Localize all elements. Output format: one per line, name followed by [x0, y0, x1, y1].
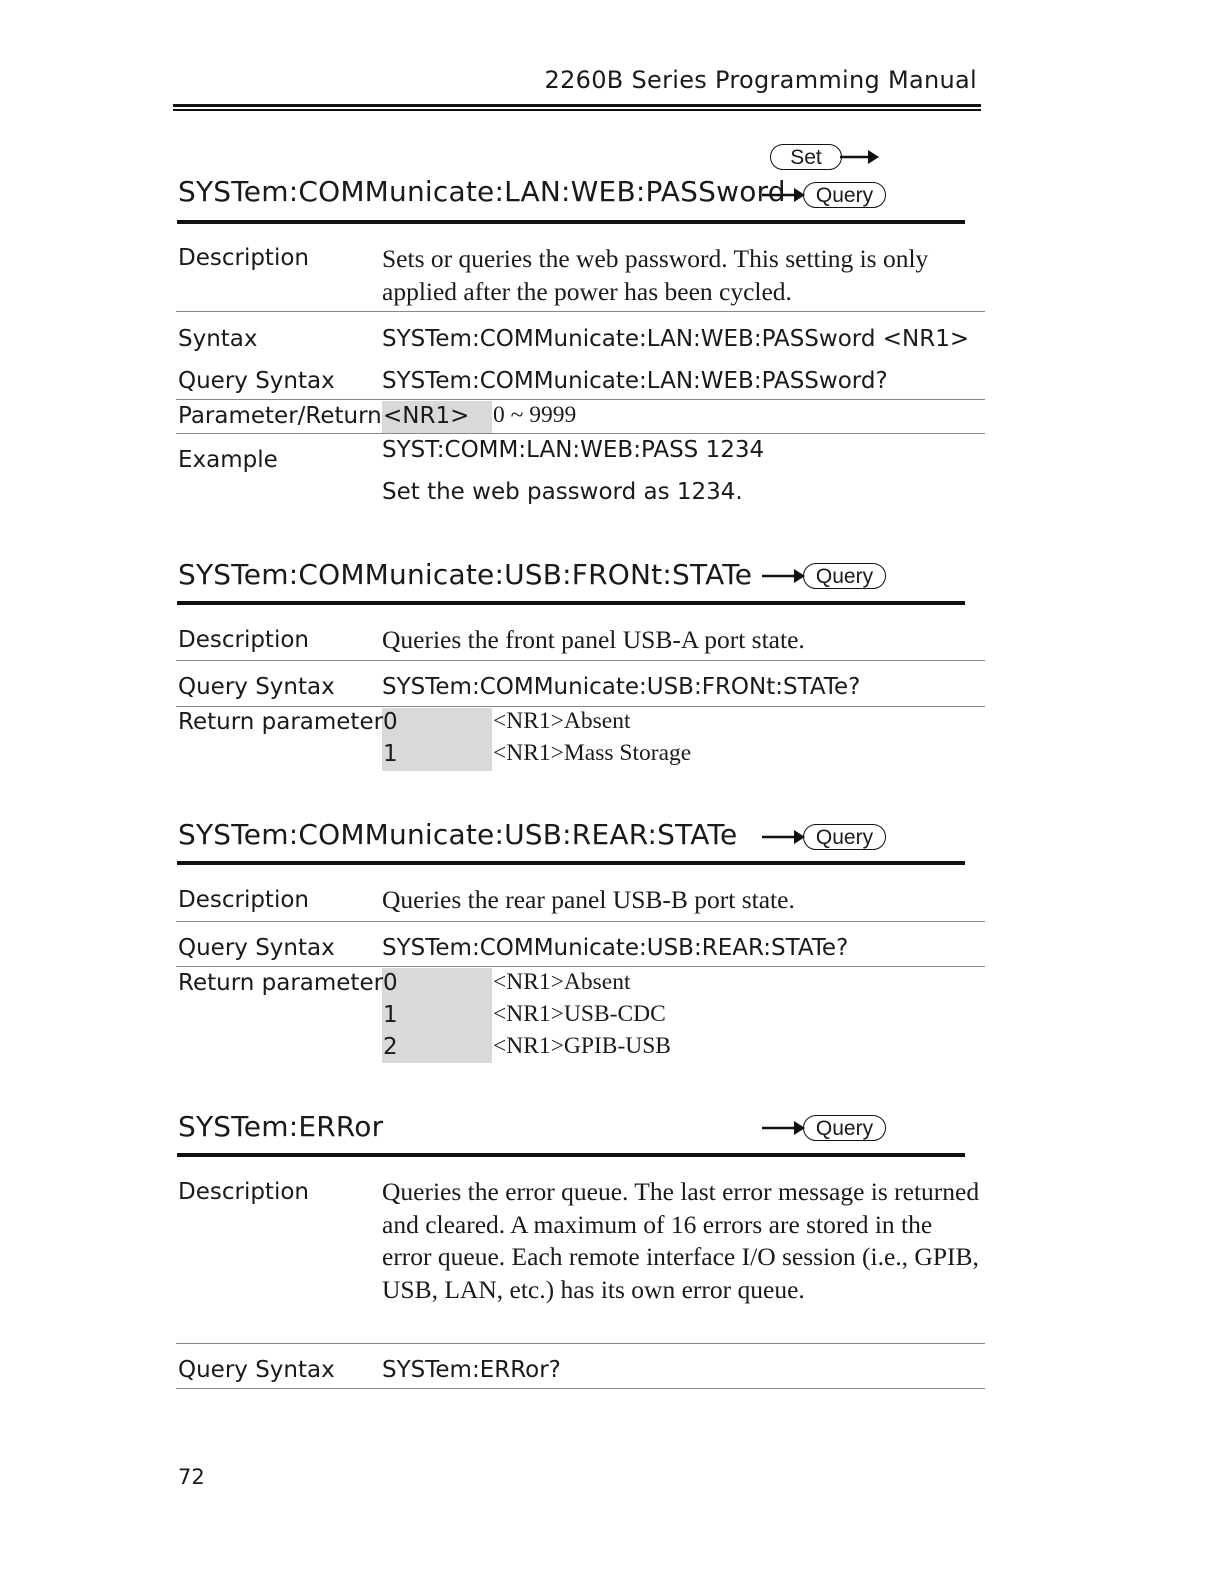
syntax-label: Syntax	[178, 326, 258, 352]
query-badge-label: Query	[815, 1117, 874, 1140]
title-divider	[177, 861, 965, 865]
query-syntax-value: SYSTem:COMMunicate:LAN:WEB:PASSword?	[382, 368, 888, 394]
set-arrow-icon	[840, 148, 880, 166]
title-divider	[177, 220, 965, 224]
query-badge	[803, 182, 886, 208]
query-badge-label: Query	[815, 184, 874, 207]
param-value: <NR1>GPIB-USB	[493, 1033, 671, 1059]
example-description: Set the web password as 1234.	[382, 479, 743, 505]
command-title: SYSTem:COMMunicate:USB:FRONt:STATe	[178, 558, 753, 591]
set-badge-label: Set	[790, 146, 822, 169]
param-key: 1	[383, 741, 398, 767]
description-label: Description	[178, 887, 309, 913]
query-syntax-label: Query Syntax	[178, 935, 335, 961]
page-number: 72	[178, 1465, 205, 1489]
param-key: 1	[383, 1002, 398, 1028]
param-value: <NR1>Absent	[493, 708, 631, 734]
row-divider	[176, 706, 985, 707]
return-parameter-label: Return parameter	[178, 970, 384, 996]
param-key-cell	[382, 968, 492, 1063]
description-label: Description	[178, 627, 309, 653]
param-key-cell	[382, 708, 492, 771]
param-value: <NR1>Absent	[493, 969, 631, 995]
query-arrow-icon	[762, 567, 806, 585]
row-divider	[176, 660, 985, 661]
param-value: <NR1>Mass Storage	[493, 740, 692, 766]
param-key: 0	[383, 709, 398, 735]
title-divider	[177, 601, 965, 605]
description-label: Description	[178, 245, 309, 271]
query-syntax-label: Query Syntax	[178, 674, 335, 700]
row-divider	[176, 399, 985, 400]
query-syntax-label: Query Syntax	[178, 368, 335, 394]
example-command: SYST:COMM:LAN:WEB:PASS 1234	[382, 437, 765, 463]
param-key: <NR1>	[383, 403, 470, 429]
query-badge-label: Query	[815, 565, 874, 588]
set-badge	[770, 144, 842, 170]
query-syntax-value: SYSTem:ERRor?	[382, 1357, 561, 1383]
title-divider	[177, 1153, 965, 1157]
row-divider	[176, 966, 985, 967]
description-text: Queries the front panel USB-A port state.	[382, 625, 805, 654]
param-key: 0	[383, 970, 398, 996]
parameter-label: Parameter/Return	[178, 403, 382, 429]
running-header-title: 2260B Series Programming Manual	[544, 66, 977, 94]
row-divider	[176, 433, 985, 434]
query-arrow-icon	[762, 1119, 806, 1137]
query-badge	[803, 824, 886, 850]
command-title: SYSTem:COMMunicate:USB:REAR:STATe	[178, 818, 738, 851]
query-syntax-label: Query Syntax	[178, 1357, 335, 1383]
query-syntax-value: SYSTem:COMMunicate:USB:REAR:STATe?	[382, 935, 849, 961]
syntax-value: SYSTem:COMMunicate:LAN:WEB:PASSword <NR1>	[382, 326, 970, 352]
return-parameter-label: Return parameter	[178, 709, 384, 735]
param-value: 0 ~ 9999	[493, 402, 577, 428]
query-badge	[803, 1115, 886, 1141]
description-text: Queries the error queue. The last error message is returned and cleared. A maximum of 16 errors are stored in the error queue. Each remote interface I/O session (i.e., GPIB, USB, LAN, etc.) has its own error queue.	[382, 1177, 980, 1304]
param-key: 2	[383, 1034, 398, 1060]
param-value: <NR1>USB-CDC	[493, 1001, 666, 1027]
example-label: Example	[178, 447, 278, 473]
header-divider	[173, 104, 981, 111]
description-label: Description	[178, 1179, 309, 1205]
description-text: Queries the rear panel USB-B port state.	[382, 885, 795, 914]
command-title: SYSTem:COMMunicate:LAN:WEB:PASSword	[178, 175, 786, 208]
row-divider	[176, 1388, 985, 1389]
query-badge-label: Query	[815, 826, 874, 849]
row-divider	[176, 921, 985, 922]
query-arrow-icon	[762, 828, 806, 846]
description-text: Sets or queries the web password. This setting is only applied after the power has been cycled.	[382, 244, 929, 306]
row-divider	[176, 1343, 985, 1344]
query-badge	[803, 563, 886, 589]
query-syntax-value: SYSTem:COMMunicate:USB:FRONt:STATe?	[382, 674, 861, 700]
command-title: SYSTem:ERRor	[178, 1110, 384, 1143]
row-divider	[176, 311, 985, 312]
